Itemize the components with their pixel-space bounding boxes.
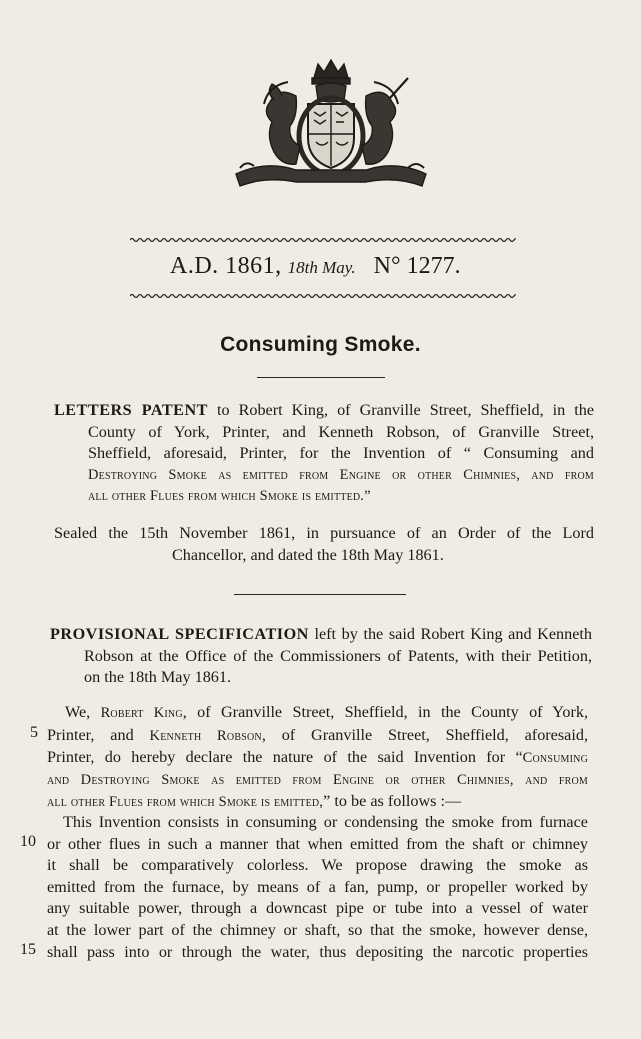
body-line-1: This Invention consists in consuming or condensing the smoke from furnace: [63, 813, 588, 831]
declaration-we: We,: [65, 703, 91, 721]
letters-patent-paragraph: [54, 400, 594, 508]
letters-patent-line-3: Sheffield, aforesaid, Printer, for the Invention of “ Consuming and: [88, 444, 594, 463]
provisional-paragraph: [50, 624, 592, 689]
patent-date: 18th May.: [287, 258, 356, 277]
declaration-paragraph: [47, 702, 588, 814]
patent-header: [170, 253, 500, 280]
body-line-3: it shall be comparatively colorless. We propose drawing the smoke as: [47, 856, 588, 875]
body-line-4: emitted from the furnace, by means of a fan, pump, or propeller worked by: [47, 877, 588, 896]
body-line-2: or other flues in such a manner that when emitted from the shaft or chimney: [47, 834, 588, 853]
body-line-7: shall pass into or through the water, thus depositing the narcotic properties: [47, 942, 588, 961]
sealed-line-1: Sealed the 15th November 1861, in pursuance of an Order of the Lord: [54, 524, 594, 542]
patent-number: N° 1277.: [373, 253, 461, 279]
line-number-15: 15: [20, 941, 36, 958]
body-line-6: at the lower part of the chimney or shaft, so that the smoke, however dense,: [47, 920, 588, 939]
inventor-name-king: Robert King: [100, 705, 183, 721]
provisional-line-1: left by the said Robert King and Kenneth: [314, 625, 592, 643]
section-divider: [234, 594, 406, 595]
inventor-name-robson: Kenneth Robson: [149, 727, 262, 744]
declaration-line-3: Printer, do hereby declare the nature of the said Invention for “: [47, 748, 523, 767]
letters-patent-line-4: Destroying Smoke as emitted from Engine or other Chimnies, and from: [88, 466, 594, 483]
line-number-10: 10: [20, 833, 36, 850]
ornamental-rule-bottom: [130, 293, 516, 299]
line-number-5: 5: [30, 724, 38, 741]
declaration-line-2: , of Granville Street, Sheffield, aforesaid,: [261, 725, 588, 744]
sealed-paragraph: [54, 523, 594, 566]
declaration-line-1: , of Granville Street, Sheffield, in the County of York,: [182, 703, 589, 721]
body-line-5: any suitable power, through a downcast pipe or tube into a vessel of water: [47, 899, 588, 918]
letters-patent-line-5: all other Flues from which Smoke is emitted.”: [88, 488, 371, 505]
invention-title-middle: and Destroying Smoke as emitted from Engine or other Chimnies, and from: [47, 771, 588, 788]
declaration-line-2a: Printer, and: [47, 725, 134, 744]
title-divider: [257, 377, 385, 378]
invention-title-end: all other Flues from which Smoke is emitted,: [47, 794, 324, 811]
declaration-line-5: ” to be as follows :—: [323, 792, 462, 811]
letters-patent-heading: LETTERS PATENT: [54, 401, 208, 419]
invention-title-start: Consuming: [522, 750, 588, 767]
sealed-line-2: Chancellor, and dated the 18th May 1861.: [172, 545, 444, 564]
letters-patent-line-2: County of York, Printer, and Kenneth Robson, of Granville Street,: [88, 422, 594, 441]
document-title: Consuming Smoke.: [220, 333, 421, 356]
letters-patent-line-1: to Robert King, of Granville Street, Sheffield, in the: [216, 401, 595, 419]
body-paragraph: [47, 812, 588, 963]
provisional-line-2: Robson at the Office of the Commissioners of Patents, with their Petition,: [84, 646, 592, 665]
provisional-line-3: on the 18th May 1861.: [84, 668, 232, 687]
patent-year: A.D. 1861,: [170, 253, 282, 279]
royal-coat-of-arms: [226, 56, 436, 192]
provisional-heading: PROVISIONAL SPECIFICATION: [50, 625, 309, 643]
ornamental-rule-top: [130, 237, 516, 243]
